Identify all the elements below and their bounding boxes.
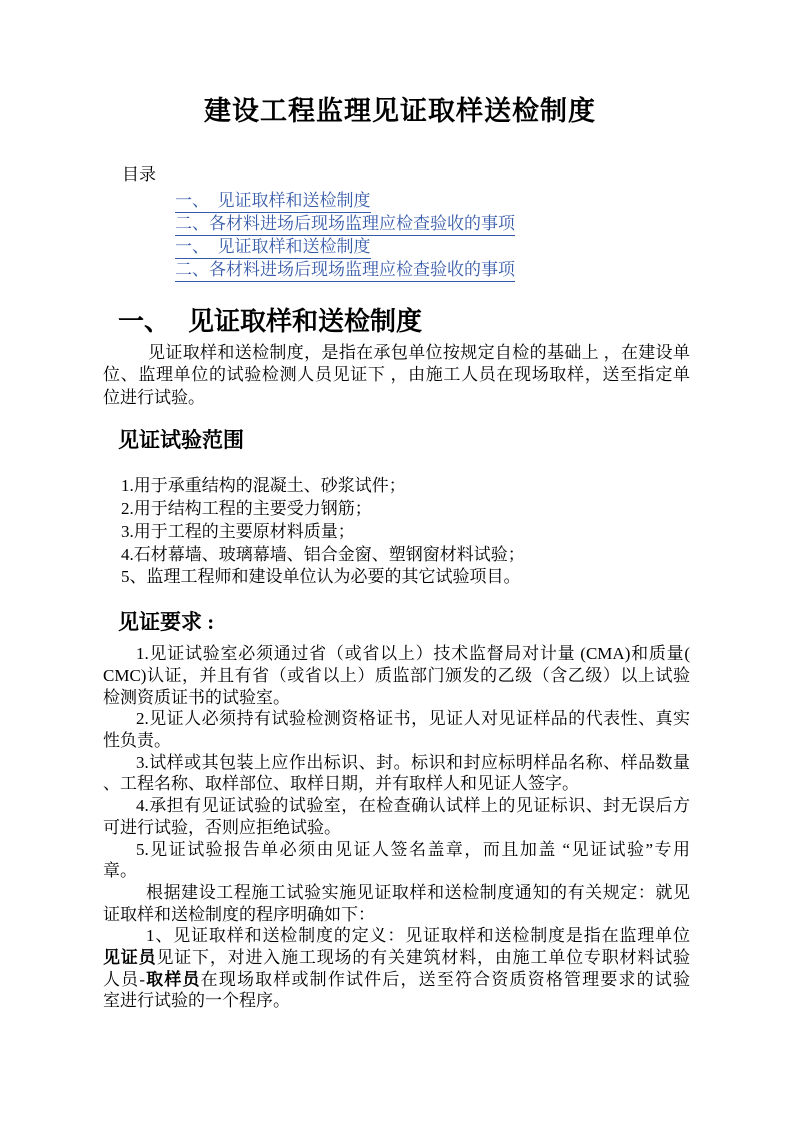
text-line: 、工程名称、取样部位、取样日期，并有取样人和见证人签字。 [103,774,579,794]
text-line: 位进行试验。 [103,387,205,407]
text-line: 1.见证试验室必须通过省（或省以上）技术监督局对计量 (CMA)和质量( [136,644,690,664]
body-paragraph [103,643,690,708]
text-line: 检测资质证书的试验室。 [103,687,290,707]
body-paragraph [103,882,690,925]
scope-heading: 见证试验范围 [118,428,244,453]
text-segment: 见证下，对进入施工现场的有关建筑材料，由施工单位专职材料试验 [156,948,690,968]
text-line: 位、监理单位的试验检测人员见证下 ，由施工人员在现场取样，送至指定单 [103,365,690,385]
text-segment: 在现场取样或制作试件后，送至符合资质资格管理要求的试验 [200,969,690,989]
section-number: 一、 [118,307,171,336]
text-line: 1、见证取样和送检制度的定义：见证取样和送检制度是指在监理单位 [146,926,690,946]
list-item: 1.用于承重结构的混凝土、砂浆试件； [121,476,406,496]
document-title: 建设工程监理见证取样送检制度 [204,96,596,126]
text-segment: 人员- [103,969,145,989]
text-line: 5.见证试验报告单必须由见证人签名盖章，而且加盖 “见证试验”专用 [136,839,690,859]
toc-link[interactable]: 一、 见证取样和送检制度 [175,236,371,259]
text-line [103,947,690,969]
section-heading-1 [118,306,800,338]
scope-list [121,475,800,589]
text-line: 可进行试验，否则应拒绝试验。 [103,817,341,837]
list-item: 3.用于工程的主要原材料质量； [121,521,355,541]
text-line: 根据建设工程施工试验实施见证取样和送检制度通知的有关规定：就见 [146,882,690,902]
text-line: 4.承担有见证试验的试验室，在检查确认试样上的见证标识、封无误后方 [136,796,690,816]
toc-links [175,190,800,282]
bold-term: 见证员 [103,948,157,968]
list-item: 4.石材幕墙、玻璃幕墙、铝合金窗、塑钢窗材料试验； [121,544,525,564]
body-paragraph [103,839,690,882]
text-line: CMC)认证，并且有省（或省以上）质监部门颁发的乙级（含乙级）以上试验 [103,665,690,685]
toc-link[interactable]: 二、各材料进场后现场监理应检查验收的事项 [175,213,515,236]
body-paragraph [103,795,690,838]
toc-label: 目录 [122,165,156,184]
bold-term: 取样员 [145,969,201,989]
text-line: 见证取样和送检制度，是指在承包单位按规定自检的基础上 ，在建设单 [148,343,690,362]
list-item: 5、监理工程师和建设单位认为必要的其它试验项目。 [121,567,521,587]
body-paragraph [103,752,690,795]
text-line: 性负责。 [103,731,171,751]
text-line: 室进行试验的一个程序。 [103,991,290,1011]
toc-link[interactable]: 二、各材料进场后现场监理应检查验收的事项 [175,259,515,282]
text-line: 2.见证人必须持有试验检测资格证书，见证人对见证样品的代表性、真实 [136,709,690,729]
text-line [103,969,690,991]
requirements-heading: 见证要求 : [118,610,215,635]
section-heading-1-title: 见证取样和送检制度 [188,307,423,336]
toc-link[interactable]: 一、 见证取样和送检制度 [175,190,371,213]
body-paragraph [103,708,690,751]
text-line: 证取样和送检制度的程序明确如下： [103,904,375,924]
body-paragraph [103,925,690,1012]
text-line: 章。 [103,861,137,881]
requirements-paragraphs [103,643,690,1012]
list-item: 2.用于结构工程的主要受力钢筋； [121,499,372,519]
text-line: 3.试样或其包装上应作出标识、封。标识和封应标明样品名称、样品数量 [136,752,690,772]
intro-paragraph [103,342,690,409]
